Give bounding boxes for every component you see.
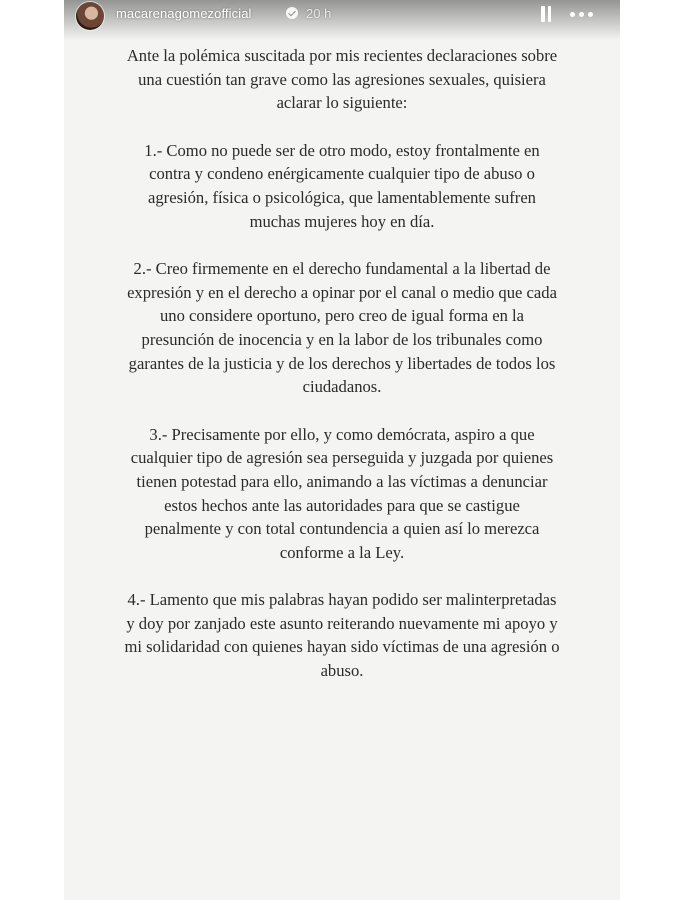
more-options-icon[interactable] <box>570 12 596 18</box>
statement-point-4: 4.- Lamento que mis palabras hayan podido ser malinterpretadas y doy por zanjado este asunto reiterando nuevamente mi apoyo y mi solidaridad con quienes hayan sido víctimas de una agresión o abuso. <box>124 590 560 681</box>
statement-point-2: 2.- Creo firmemente en el derecho fundamental a la libertad de expresión y en el derecho a opinar por el canal o medio que cada uno considere oportuno, pero creo de igual forma en la presunción de inocencia y en la labor de los tribunales como garantes de la justicia y de los derechos y libertades de todos los ciudadanos. <box>127 259 557 397</box>
statement-point-3: 3.- Precisamente por ello, y como demócrata, aspiro a que cualquier tipo de agresión sea perseguida y juzgada por quienes tienen potestad para ello, animando a las víctimas a denunciar estos hechos ante las autoridades para que se castigue penalmente y con total contundencia a quien así lo merezca conforme a la Ley. <box>130 424 554 562</box>
verified-badge-icon <box>286 7 298 19</box>
story-viewer[interactable] <box>64 0 620 900</box>
username[interactable]: macarenagomezofficial <box>116 6 252 21</box>
pause-icon[interactable] <box>540 6 552 22</box>
statement-point-1: 1.- Como no puede ser de otro modo, estoy frontalmente en contra y condeno enérgicamente cualquier tipo de abuso o agresión, física o psicológica, que lamentablemente sufren muchas mujeres hoy en día. <box>144 140 540 231</box>
story-header <box>64 0 620 40</box>
statement-text <box>124 44 560 707</box>
profile-avatar[interactable] <box>76 2 104 30</box>
story-timestamp: 20 h <box>306 6 332 21</box>
statement-intro: Ante la polémica suscitada por mis recientes declaraciones sobre una cuestión tan grave como las agresiones sexuales, quisiera aclarar lo siguiente: <box>126 46 558 113</box>
